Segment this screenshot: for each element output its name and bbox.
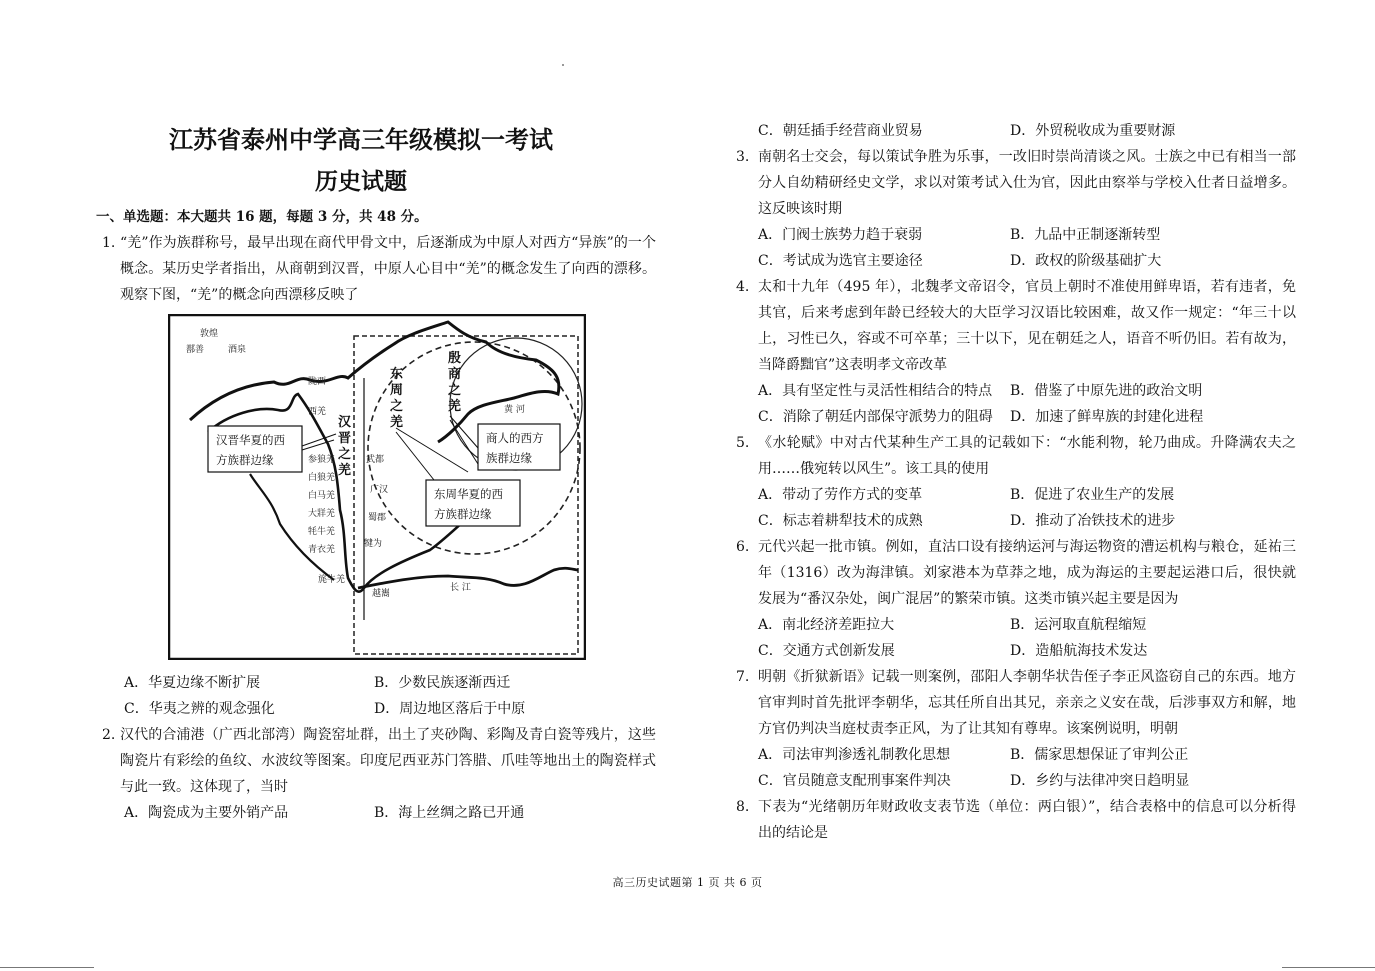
label-mao: 旄牛羌 <box>318 575 346 585</box>
label-dazang: 大牂羌 <box>308 509 336 519</box>
option-b[interactable]: B．海上丝绸之路已开通 <box>374 805 525 821</box>
question-6-options <box>736 612 1296 664</box>
qiang-map <box>168 314 586 660</box>
yinshang-char-4: 羌 <box>448 399 462 414</box>
option-d[interactable]: D．加速了鲜卑族的封建化进程 <box>1010 409 1204 425</box>
question-text: 汉代的合浦港（广西北部湾）陶瓷窑址群，出土了夹砂陶、彩陶及青白瓷等残片，这些陶瓷片有彩绘的鱼纹、水波纹等图案。印度尼西亚苏门答腊、爪哇等地出土的陶瓷样式与此一致。这体现了，当时 <box>120 727 656 795</box>
question-5 <box>736 430 1296 482</box>
dongzhou-char-3: 之 <box>390 399 404 414</box>
question-1-options <box>96 670 656 722</box>
question-number: 8. <box>736 799 750 815</box>
footer-rule-right <box>1282 967 1375 968</box>
option-d[interactable]: D．造船航海技术发达 <box>1010 643 1148 659</box>
question-number: 2. <box>102 727 116 743</box>
label-shanshan: 鄯善 <box>186 345 205 355</box>
question-2-options-ab <box>96 800 656 826</box>
question-number: 6. <box>736 539 750 555</box>
question-6 <box>736 534 1296 612</box>
exam-title: 江苏省泰州中学高三年级模拟一考试 <box>169 125 553 154</box>
label-jiuquan: 酒泉 <box>228 345 247 355</box>
label-xiqiang: 西羌 <box>308 407 327 417</box>
box-dongzhou-line1: 东周华夏的西 <box>434 487 503 501</box>
label-longxi: 陇西 <box>308 377 327 387</box>
hanjin-char-2: 晋 <box>338 431 352 446</box>
question-text: 太和十九年（495 年），北魏孝文帝诏令，官员上朝时不准使用鲜卑语，若有违者，免其官，后来考虑到年龄已经较大的大臣学习汉语比较困难，故又作一规定：“年三十以上，习性已久，容或不可卒革；三十以下，见在朝廷之人，语音不听仍旧。若有故为，当降爵黜官”这表明孝文帝改革 <box>758 279 1296 373</box>
hanjin-char-1: 汉 <box>338 415 352 430</box>
right-column <box>736 118 1296 846</box>
yinshang-char-2: 商 <box>448 367 462 382</box>
scan-dot <box>562 64 564 66</box>
question-4-options <box>736 378 1296 430</box>
footer-rule-left <box>0 967 94 968</box>
option-a[interactable]: A．具有坚定性与灵活性相结合的特点 <box>758 383 993 399</box>
map-figure <box>168 314 586 660</box>
dongzhou-char-1: 东 <box>390 367 404 382</box>
question-text: 南朝名士交会，每以策试争胜为乐事，一改旧时崇尚清谈之风。士族之中已有相当一部分人自幼精研经史文学，求以对策考试入仕为官，因此由察举与学校入仕者日益增多。这反映该时期 <box>758 149 1296 217</box>
option-c[interactable]: C．华夷之辨的观念强化 <box>124 701 275 717</box>
option-c[interactable]: C．消除了朝廷内部保守派势力的阻碍 <box>758 409 993 425</box>
label-dunhuang: 敦煌 <box>200 329 219 339</box>
question-text: 下表为“光绪朝历年财政收支表节选（单位：两白银）”，结合表格中的信息可以分析得出的结论是 <box>758 799 1296 841</box>
option-a[interactable]: A．南北经济差距拉大 <box>758 617 895 633</box>
page-footer: 高三历史试题第 1 页 共 6 页 <box>612 876 763 889</box>
hanjin-char-4: 羌 <box>338 463 352 478</box>
option-a[interactable]: A．司法审判渗透礼制教化思想 <box>758 747 951 763</box>
option-d[interactable]: D．政权的阶级基础扩大 <box>1010 253 1162 269</box>
question-text: 明朝《折狱新语》记载一则案例，邵阳人李朝华状告侄子李正风盗窃自己的东西。地方官审判时首先批评李朝华，忘其任所自出其兄，亲亲之义安在哉，后涉事双方和解，地方官仍判决当庭杖责李正风，为了让其知有尊卑。该案例说明，明朝 <box>758 669 1296 737</box>
left-column <box>96 118 656 826</box>
label-bailang: 白狼羌 <box>308 473 336 483</box>
question-3-options <box>736 222 1296 274</box>
question-8 <box>736 794 1296 846</box>
label-yellow-river: 黄 河 <box>504 405 525 415</box>
option-d[interactable]: D．外贸税收成为重要财源 <box>1010 123 1176 139</box>
question-2-options-cd <box>736 118 1296 144</box>
box-hanjin-line1: 汉晋华夏的西 <box>216 433 285 447</box>
label-baima: 白马羌 <box>308 491 336 501</box>
option-a[interactable]: A．华夏边缘不断扩展 <box>124 675 261 691</box>
question-text: 《水轮赋》中对古代某种生产工具的记载如下：“水能利物，轮乃曲成。升降满农夫之用……俄宛转以风生”。该工具的使用 <box>758 435 1296 477</box>
label-yuxi: 越巂 <box>372 589 391 599</box>
question-number: 3. <box>736 149 750 165</box>
option-b[interactable]: B．借鉴了中原先进的政治文明 <box>1010 383 1203 399</box>
label-yangtze: 长 江 <box>450 583 471 593</box>
option-b[interactable]: B．运河取直航程缩短 <box>1010 617 1147 633</box>
question-number: 7. <box>736 669 750 685</box>
option-b[interactable]: B．少数民族逐渐西迁 <box>374 675 511 691</box>
option-a[interactable]: A．陶瓷成为主要外销产品 <box>124 805 289 821</box>
label-yanlong: 牦牛羌 <box>308 527 336 537</box>
option-d[interactable]: D．乡约与法律冲突日趋明显 <box>1010 773 1190 789</box>
option-b[interactable]: B．九品中正制逐渐转型 <box>1010 227 1161 243</box>
box-dongzhou-line2: 方族群边缘 <box>434 507 492 521</box>
question-number: 4. <box>736 279 750 295</box>
question-number: 1. <box>102 235 116 251</box>
label-canlang: 参狼羌 <box>308 455 336 465</box>
label-qingyi: 青衣羌 <box>308 545 336 555</box>
yinshang-char-1: 殷 <box>448 351 462 366</box>
option-b[interactable]: B．促进了农业生产的发展 <box>1010 487 1175 503</box>
box-shang-line2: 族群边缘 <box>486 451 532 465</box>
question-2 <box>96 722 656 800</box>
question-text: 元代兴起一批市镇。例如，直沽口设有接纳运河与海运物资的漕运机构与粮仓，延祐三年（1316）改为海津镇。刘家港本为草莽之地，成为海运的主要起运港口后，很快就发展为“番汉杂处，闽广混居”的繁荣市镇。这类市镇兴起主要是因为 <box>758 539 1296 607</box>
question-3 <box>736 144 1296 222</box>
question-5-options <box>736 482 1296 534</box>
question-1 <box>96 230 656 308</box>
question-7 <box>736 664 1296 742</box>
box-hanjin-line2: 方族群边缘 <box>216 453 274 467</box>
option-d[interactable]: D．推动了冶铁技术的进步 <box>1010 513 1176 529</box>
option-d[interactable]: D．周边地区落后于中原 <box>374 701 526 717</box>
section-heading: 一、单选题：本大题共 16 题，每题 3 分，共 48 分。 <box>96 209 428 225</box>
question-7-options <box>736 742 1296 794</box>
exam-subtitle: 历史试题 <box>315 168 407 195</box>
option-c[interactable]: C．标志着耕犁技术的成熟 <box>758 513 923 529</box>
question-number: 5. <box>736 435 750 451</box>
box-shang-line1: 商人的西方 <box>486 431 544 445</box>
label-qiandong: 犍为 <box>364 539 383 549</box>
label-guanghan: 广汉 <box>370 485 389 495</box>
yinshang-char-3: 之 <box>448 383 462 398</box>
label-shu: 蜀郡 <box>368 513 387 523</box>
option-c[interactable]: C．考试成为选官主要途径 <box>758 253 923 269</box>
dongzhou-char-4: 羌 <box>390 415 404 430</box>
question-text: “羌”作为族群称号，最早出现在商代甲骨文中，后逐渐成为中原人对西方“异族”的一个概念。某历史学者指出，从商朝到汉晋，中原人心目中“羌”的概念发生了向西的漂移。观察下图，“羌”的概念向西漂移反映了 <box>120 235 656 303</box>
option-c[interactable]: C．朝廷插手经营商业贸易 <box>758 123 923 139</box>
option-a[interactable]: A．带动了劳作方式的变革 <box>758 487 923 503</box>
option-c[interactable]: C．官员随意支配刑事案件判决 <box>758 773 951 789</box>
hanjin-char-3: 之 <box>338 447 352 462</box>
dongzhou-char-2: 周 <box>390 383 404 398</box>
option-a[interactable]: A．门阀士族势力趋于衰弱 <box>758 227 923 243</box>
label-wudu: 武都 <box>366 455 385 465</box>
question-4 <box>736 274 1296 378</box>
option-c[interactable]: C．交通方式创新发展 <box>758 643 895 659</box>
option-b[interactable]: B．儒家思想保证了审判公正 <box>1010 747 1189 763</box>
